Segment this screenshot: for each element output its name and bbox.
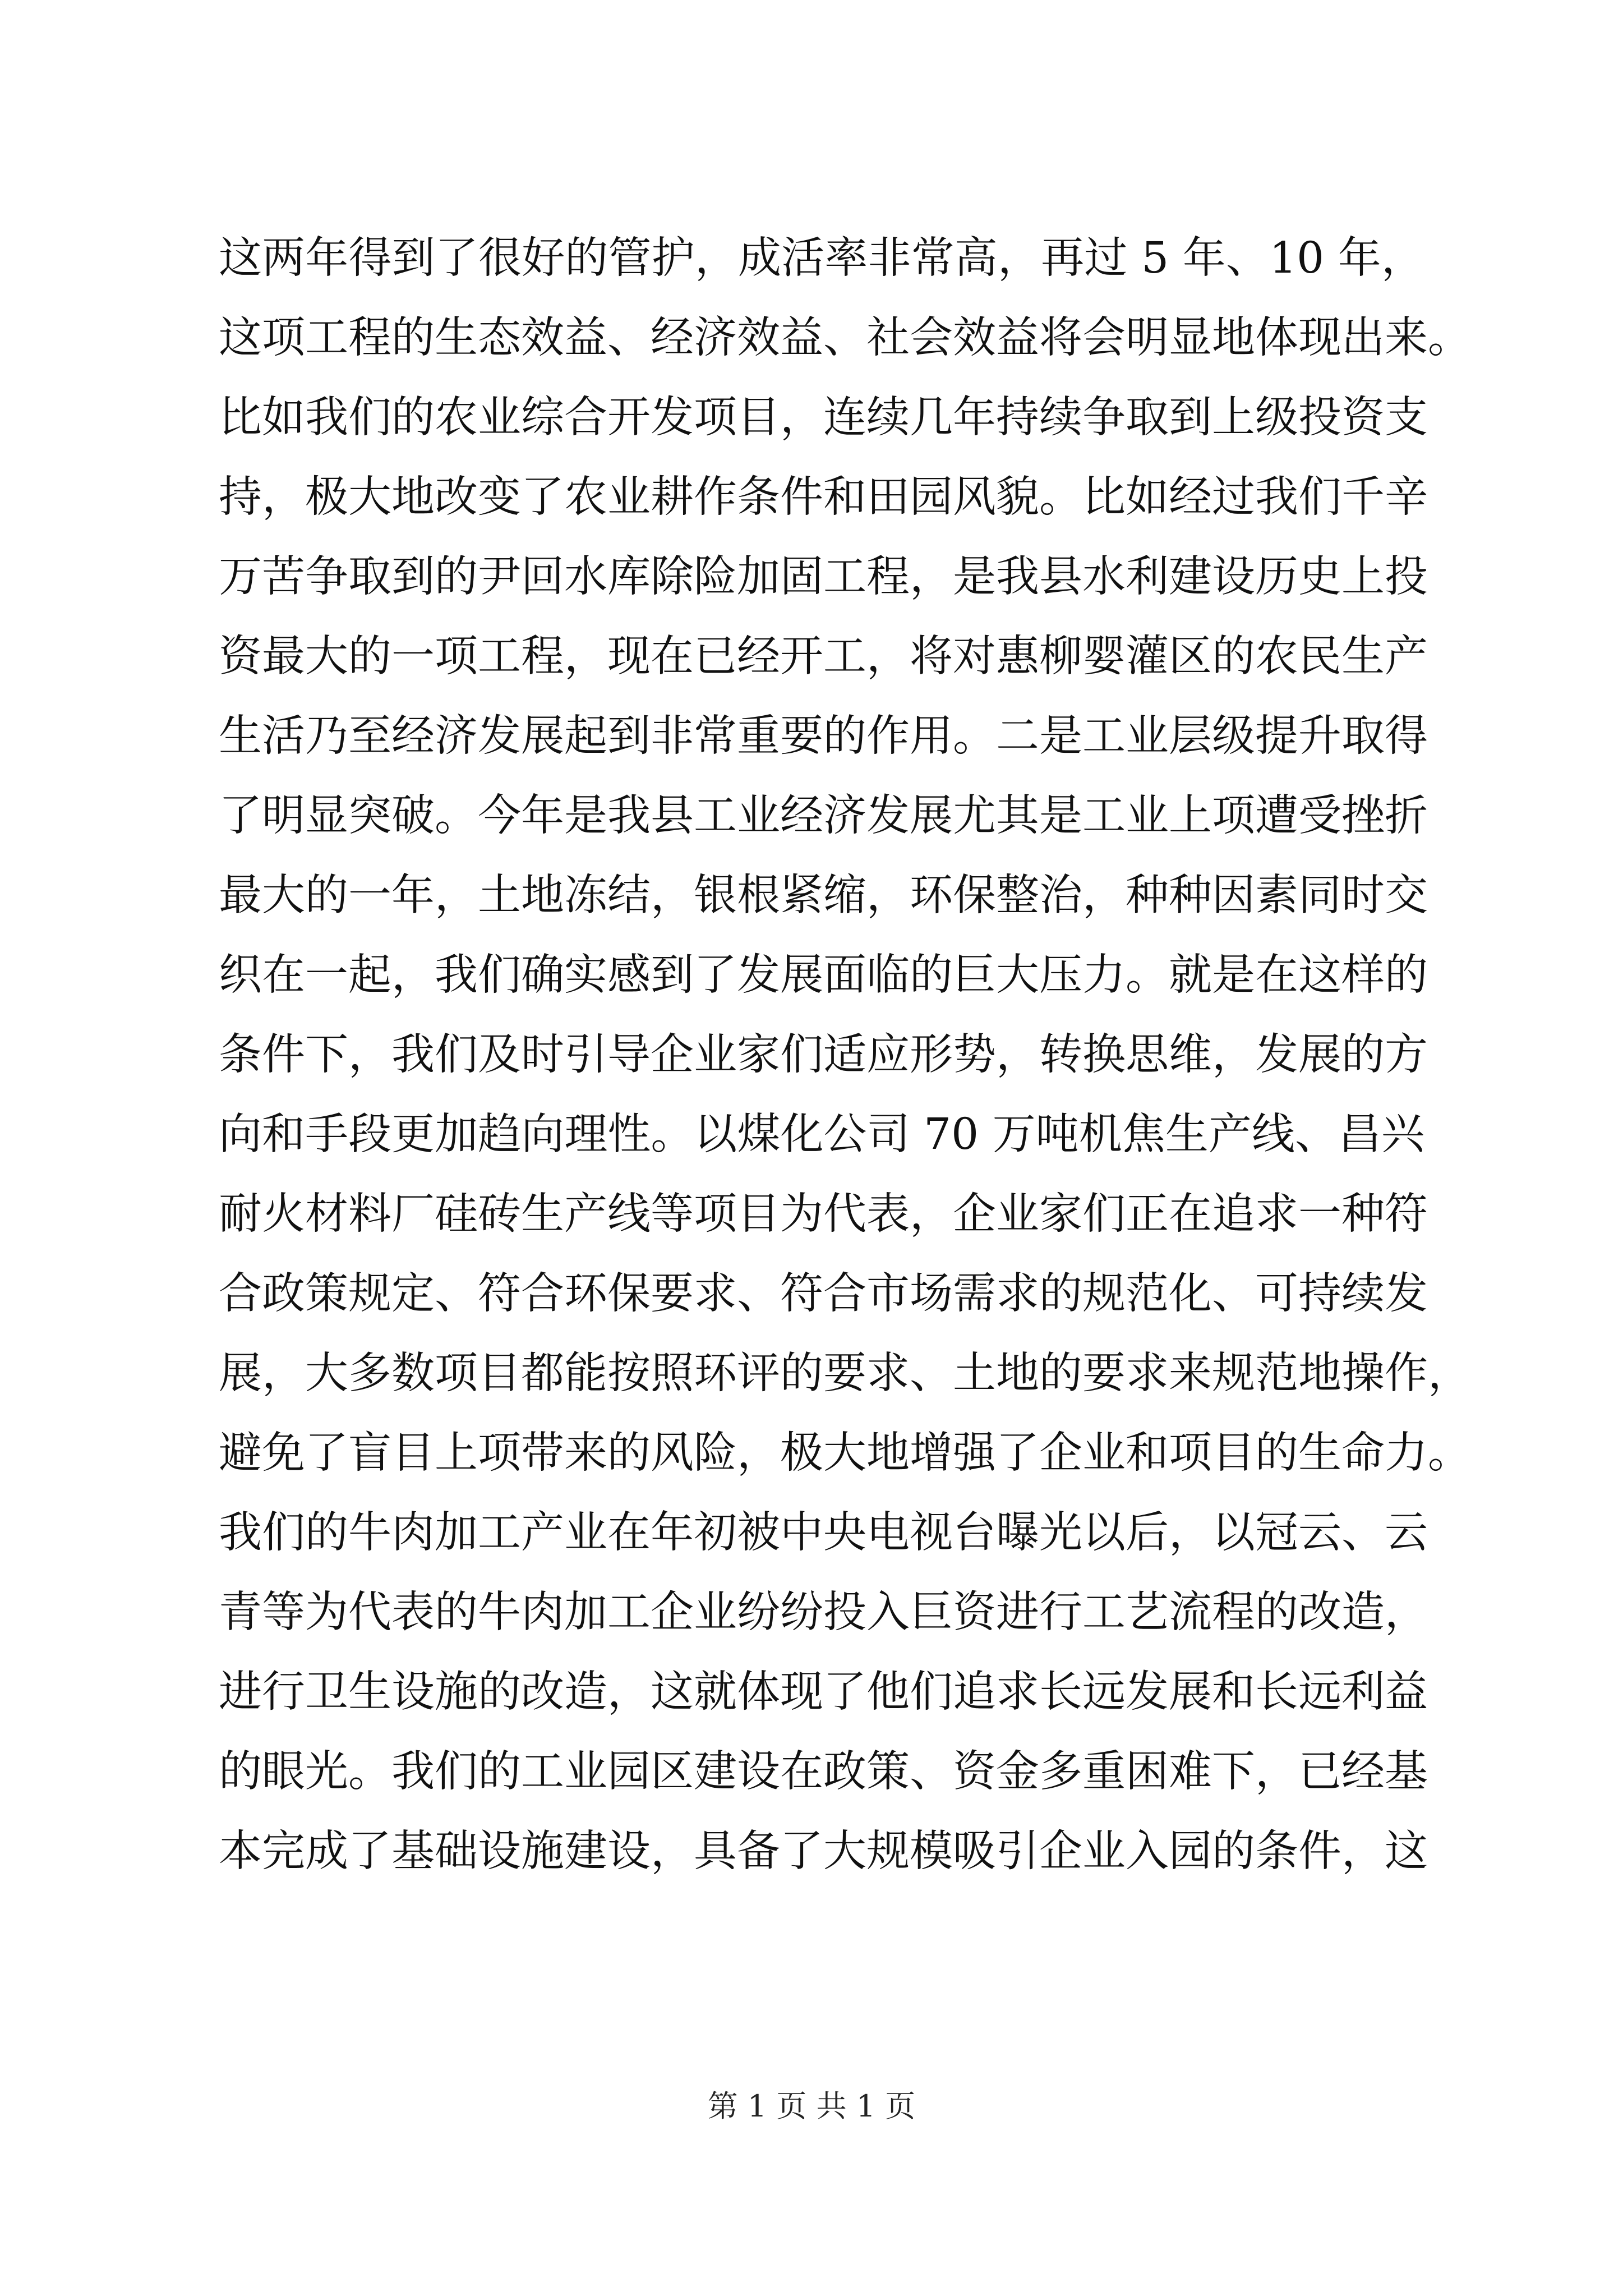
page-footer: 第 1 页 共 1 页 — [707, 2088, 916, 2124]
text-line: 进行卫生设施的改造，这就体现了他们追求长远发展和长远利益 — [219, 1667, 1428, 1717]
text-line: 避免了盲目上项带来的风险，极大地增强了企业和项目的生命力。 — [219, 1428, 1471, 1478]
text-line: 资最大的一项工程，现在已经开工，将对惠柳婴灌区的农民生产 — [219, 632, 1428, 682]
text-line: 向和手段更加趋向理性。以煤化公司 70 万吨机焦生产线、昌兴 — [219, 1110, 1424, 1159]
text-line: 条件下，我们及时引导企业家们适应形势，转换思维，发展的方 — [219, 1030, 1428, 1080]
text-line: 了明显突破。今年是我县工业经济发展尤其是工业上项遭受挫折 — [219, 791, 1428, 841]
text-line: 耐火材料厂硅砖生产线等项目为代表，企业家们正在追求一种符 — [219, 1189, 1428, 1239]
text-line: 的眼光。我们的工业园区建设在政策、资金多重困难下，已经基 — [219, 1747, 1428, 1797]
text-line: 最大的一年，土地冻结，银根紧缩，环保整治，种种因素同时交 — [219, 871, 1428, 921]
body-text — [219, 219, 1471, 1892]
text-line: 本完成了基础设施建设，具备了大规模吸引企业入园的条件，这 — [219, 1826, 1428, 1876]
text-line: 青等为代表的牛肉加工企业纷纷投入巨资进行工艺流程的改造， — [219, 1588, 1428, 1637]
text-line: 生活乃至经济发展起到非常重要的作用。二是工业层级提升取得 — [219, 711, 1428, 761]
text-line: 这两年得到了很好的管护，成活率非常高，再过 5 年、10 年， — [219, 233, 1424, 283]
text-line: 万苦争取到的尹回水库除险加固工程，是我县水利建设历史上投 — [219, 552, 1428, 602]
text-line: 持，极大地改变了农业耕作条件和田园风貌。比如经过我们千辛 — [219, 472, 1428, 522]
text-line: 展，大多数项目都能按照环评的要求、土地的要求来规范地操作， — [219, 1349, 1471, 1398]
text-line: 合政策规定、符合环保要求、符合市场需求的规范化、可持续发 — [219, 1269, 1428, 1319]
text-line: 比如我们的农业综合开发项目，连续几年持续争取到上级投资支 — [219, 393, 1428, 443]
text-line: 我们的牛肉加工产业在年初被中央电视台曝光以后，以冠云、云 — [219, 1508, 1428, 1558]
text-line: 这项工程的生态效益、经济效益、社会效益将会明显地体现出来。 — [219, 313, 1471, 363]
text-line: 织在一起，我们确实感到了发展面临的巨大压力。就是在这样的 — [219, 950, 1428, 1000]
